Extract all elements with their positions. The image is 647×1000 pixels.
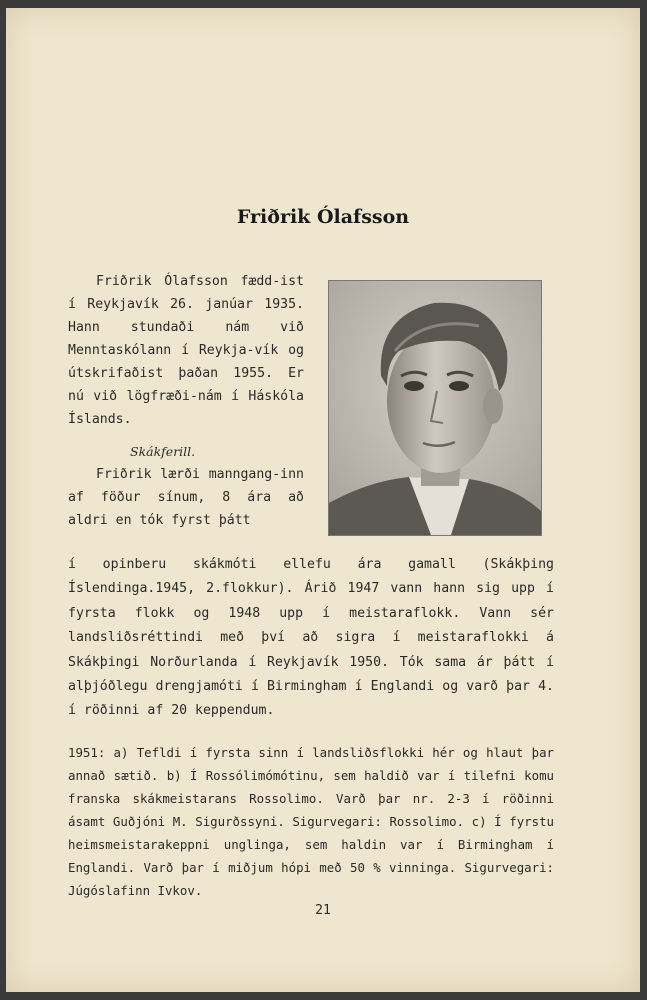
portrait-photo [328, 280, 542, 536]
left-column [68, 270, 304, 532]
career-text [68, 553, 554, 724]
year-1951-text [68, 741, 554, 902]
book-page [6, 8, 640, 992]
section-heading: Skákferill. [130, 444, 196, 459]
career-paragraph-start: Friðrik lærði manngang-inn af föður sínum, 8 ára að aldri en tók fyrst þátt [68, 467, 304, 528]
year-1951-paragraph: 1951: a) Tefldi í fyrsta sinn í landsliðsflokki hér og hlaut þar annað sætið. b) Í Rossólimómótinu, sem haldið var í tilefni komu franska skákmeistarans Rossolimo. Varð þar nr. 2-3 í röðinni ásamt Guðjóni M. Sigurðssyni. Sigurvegari: Rossolimo. c) Í fyrstu heimsmeistarakeppni unglinga, sem haldin var í Birmingham í Englandi. Varð þar í miðjum hópi með 50 % vinninga. Sigurvegari: Júgóslafinn Ivkov. [68, 745, 554, 898]
bio-paragraph: Friðrik Ólafsson fædd-ist í Reykjavík 26. janúar 1935. Hann stundaði nám við Menntaskólann í Reykja-vík og útskrifaðist þaðan 1955. Er nú við lögfræði-nám í Háskóla Íslands. [68, 274, 304, 427]
portrait-illustration [329, 281, 541, 535]
page-number: 21 [315, 903, 331, 918]
career-paragraph-continued: í opinberu skákmóti ellefu ára gamall (Skákþing Íslendinga.1945, 2.flokkur). Árið 1947 vann hann sig upp í fyrsta flokk og 1948 upp í meistaraflokk. Vann sér landsliðsréttindi með því að sigra í meistaraflokki á Skákþingi Norðurlanda í Reykjavík 1950. Tók sama ár þátt í alþjóðlegu drengjamóti í Birmingham í Englandi og varð þar 4. í röðinni af 20 keppendum. [68, 557, 554, 719]
page-title: Friðrik Ólafsson [236, 206, 410, 228]
